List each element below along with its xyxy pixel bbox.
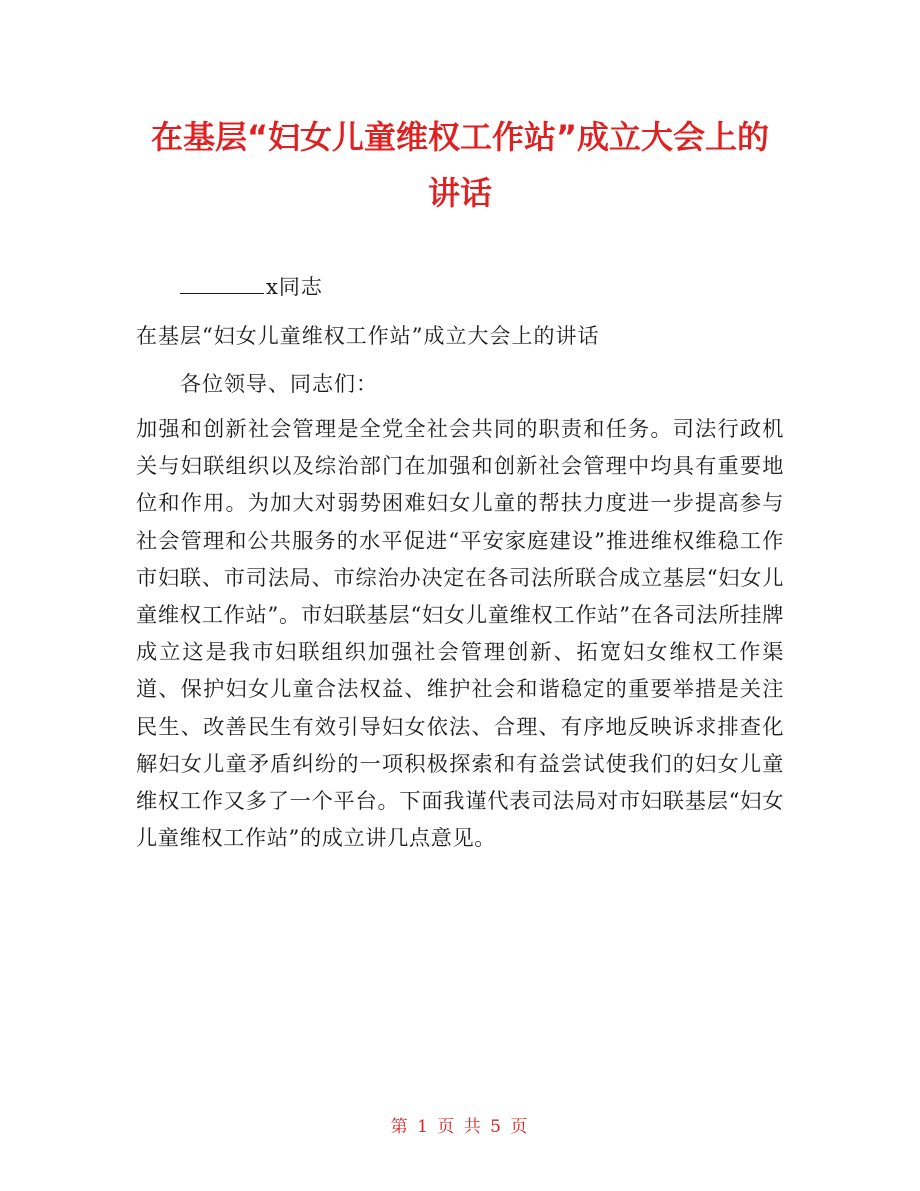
author-suffix: x同志 xyxy=(266,275,323,299)
subtitle: 在基层“妇女儿童维权工作站”成立大会上的讲话 xyxy=(136,324,600,348)
document-title-line1: 在基层“妇女儿童维权工作站”成立大会上的 xyxy=(150,118,770,156)
page-footer: 第 1 页 共 5 页 xyxy=(390,1117,530,1137)
body-paragraph: 加强和创新社会管理是全党全社会共同的职责和任务。司法行政机关与妇联组织以及综治部门在加强和创新社会管理中均具有重要地位和作用。为加大对弱势困难妇女儿童的帮扶力度进一步提高参与社会管理和公共服务的水平促进“平安家庭建设”推进维权维稳工作市妇联、市司法局、市综治办决定在各司法所联合成立基层“妇女儿童维权工作站”。市妇联基层“妇女儿童维权工作站”在各司法所挂牌成立这是我市妇联组织加强社会管理创新、拓宽妇女维权工作渠道、保护妇女儿童合法权益、维护社会和谐稳定的重要举措是关注民生、改善民生有效引导妇女依法、合理、有序地反映诉求排查化解妇女儿童矛盾纠纷的一项积极探索和有益尝试使我们的妇女儿童维权工作又多了一个平台。下面我谨代表司法局对市妇联基层“妇女儿童维权工作站”的成立讲几点意见。 xyxy=(136,416,784,851)
author-blank xyxy=(180,273,264,294)
salutation: 各位领导、同志们： xyxy=(180,372,378,396)
author-line xyxy=(180,273,323,301)
document-title-line2: 讲话 xyxy=(427,174,492,212)
